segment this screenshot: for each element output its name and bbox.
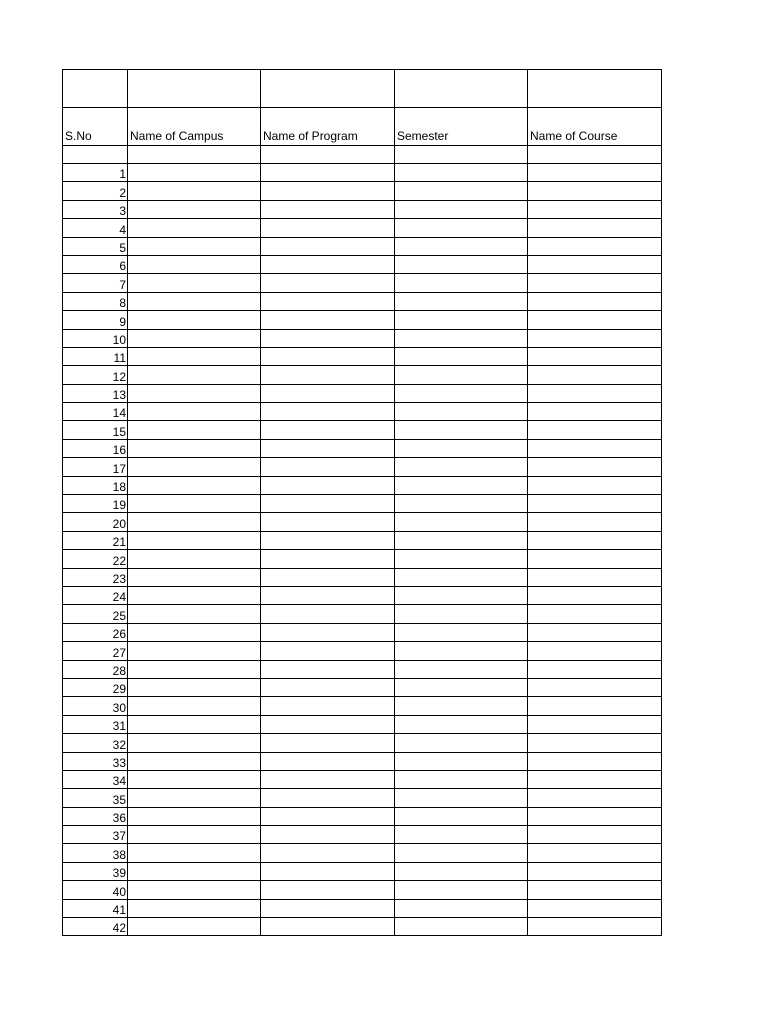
table-row: [63, 770, 662, 788]
table-row: [63, 329, 662, 347]
cell-program: [261, 495, 395, 513]
cell-sno: 30: [63, 697, 128, 715]
cell-campus: [128, 531, 261, 549]
cell-program: [261, 826, 395, 844]
cell-sno: 3: [63, 200, 128, 218]
table-row: [63, 476, 662, 494]
header-program: Name of Program: [261, 108, 395, 146]
cell-campus: [128, 219, 261, 237]
cell-sno: 34: [63, 770, 128, 788]
cell-sno: 21: [63, 531, 128, 549]
cell-sno: 25: [63, 605, 128, 623]
course-register-table: [62, 69, 662, 936]
table-row: [63, 752, 662, 770]
cell-semester: [395, 311, 528, 329]
cell-semester: [395, 182, 528, 200]
cell-semester: [395, 421, 528, 439]
cell-sno: 36: [63, 807, 128, 825]
cell-sno: 9: [63, 311, 128, 329]
cell-semester: [395, 403, 528, 421]
cell-campus: [128, 329, 261, 347]
cell-semester: [395, 734, 528, 752]
cell-semester: [395, 586, 528, 604]
top-cell-course: [528, 70, 662, 108]
table-row: [63, 200, 662, 218]
cell-semester: [395, 384, 528, 402]
cell-course: [528, 568, 662, 586]
table-row: [63, 678, 662, 696]
table-row: [63, 789, 662, 807]
cell-semester: [395, 237, 528, 255]
cell-program: [261, 329, 395, 347]
table-row: [63, 219, 662, 237]
cell-campus: [128, 255, 261, 273]
cell-course: [528, 678, 662, 696]
table-row: [63, 182, 662, 200]
table-row: [63, 513, 662, 531]
cell-sno: 38: [63, 844, 128, 862]
cell-semester: [395, 513, 528, 531]
table-row: [63, 439, 662, 457]
top-cell-semester: [395, 70, 528, 108]
cell-program: [261, 274, 395, 292]
cell-campus: [128, 476, 261, 494]
cell-sno: 10: [63, 329, 128, 347]
cell-course: [528, 200, 662, 218]
cell-campus: [128, 164, 261, 182]
cell-sno: 12: [63, 366, 128, 384]
cell-semester: [395, 826, 528, 844]
top-cell-campus: [128, 70, 261, 108]
cell-program: [261, 918, 395, 936]
cell-program: [261, 862, 395, 880]
table-row: [63, 458, 662, 476]
cell-program: [261, 734, 395, 752]
cell-semester: [395, 292, 528, 310]
cell-campus: [128, 623, 261, 641]
cell-program: [261, 678, 395, 696]
table-row: [63, 605, 662, 623]
cell-sno: 6: [63, 255, 128, 273]
cell-campus: [128, 697, 261, 715]
cell-sno: 24: [63, 586, 128, 604]
cell-course: [528, 862, 662, 880]
cell-semester: [395, 366, 528, 384]
cell-program: [261, 458, 395, 476]
cell-program: [261, 403, 395, 421]
cell-course: [528, 384, 662, 402]
table-row: [63, 586, 662, 604]
cell-course: [528, 311, 662, 329]
cell-sno: 16: [63, 439, 128, 457]
cell-campus: [128, 715, 261, 733]
cell-campus: [128, 678, 261, 696]
cell-semester: [395, 568, 528, 586]
cell-semester: [395, 495, 528, 513]
table-row: [63, 255, 662, 273]
cell-semester: [395, 715, 528, 733]
cell-program: [261, 807, 395, 825]
cell-semester: [395, 660, 528, 678]
cell-program: [261, 421, 395, 439]
cell-course: [528, 255, 662, 273]
cell-campus: [128, 586, 261, 604]
cell-program: [261, 476, 395, 494]
top-cell-sno: [63, 70, 128, 108]
cell-sno: 18: [63, 476, 128, 494]
spacer-cell: [528, 146, 662, 164]
table-row: [63, 660, 662, 678]
cell-semester: [395, 531, 528, 549]
cell-campus: [128, 366, 261, 384]
cell-campus: [128, 292, 261, 310]
cell-course: [528, 660, 662, 678]
cell-campus: [128, 421, 261, 439]
cell-sno: 39: [63, 862, 128, 880]
cell-semester: [395, 623, 528, 641]
cell-course: [528, 292, 662, 310]
cell-sno: 28: [63, 660, 128, 678]
cell-course: [528, 403, 662, 421]
table-row: [63, 844, 662, 862]
table-row: [63, 311, 662, 329]
table-row: [63, 715, 662, 733]
cell-program: [261, 605, 395, 623]
cell-sno: 27: [63, 642, 128, 660]
cell-sno: 40: [63, 881, 128, 899]
cell-program: [261, 200, 395, 218]
table-row: [63, 623, 662, 641]
cell-campus: [128, 550, 261, 568]
cell-course: [528, 347, 662, 365]
cell-sno: 35: [63, 789, 128, 807]
cell-course: [528, 807, 662, 825]
cell-program: [261, 237, 395, 255]
cell-program: [261, 311, 395, 329]
cell-program: [261, 715, 395, 733]
table-row: [63, 384, 662, 402]
cell-sno: 20: [63, 513, 128, 531]
cell-semester: [395, 219, 528, 237]
cell-course: [528, 770, 662, 788]
cell-campus: [128, 881, 261, 899]
cell-semester: [395, 881, 528, 899]
cell-sno: 42: [63, 918, 128, 936]
cell-campus: [128, 807, 261, 825]
cell-program: [261, 439, 395, 457]
cell-course: [528, 715, 662, 733]
cell-course: [528, 513, 662, 531]
cell-course: [528, 586, 662, 604]
cell-sno: 41: [63, 899, 128, 917]
cell-sno: 5: [63, 237, 128, 255]
cell-course: [528, 623, 662, 641]
cell-course: [528, 789, 662, 807]
cell-course: [528, 550, 662, 568]
spacer-cell: [395, 146, 528, 164]
cell-sno: 17: [63, 458, 128, 476]
cell-semester: [395, 899, 528, 917]
cell-campus: [128, 918, 261, 936]
top-cell-program: [261, 70, 395, 108]
cell-semester: [395, 642, 528, 660]
cell-program: [261, 770, 395, 788]
table-row: [63, 164, 662, 182]
cell-sno: 19: [63, 495, 128, 513]
cell-program: [261, 531, 395, 549]
cell-campus: [128, 826, 261, 844]
cell-semester: [395, 274, 528, 292]
cell-semester: [395, 697, 528, 715]
cell-program: [261, 752, 395, 770]
cell-course: [528, 642, 662, 660]
cell-campus: [128, 513, 261, 531]
cell-campus: [128, 734, 261, 752]
cell-semester: [395, 918, 528, 936]
cell-campus: [128, 789, 261, 807]
cell-course: [528, 605, 662, 623]
cell-sno: 15: [63, 421, 128, 439]
cell-course: [528, 881, 662, 899]
cell-program: [261, 899, 395, 917]
cell-sno: 29: [63, 678, 128, 696]
cell-semester: [395, 770, 528, 788]
cell-sno: 1: [63, 164, 128, 182]
cell-program: [261, 789, 395, 807]
cell-program: [261, 697, 395, 715]
cell-campus: [128, 605, 261, 623]
cell-program: [261, 366, 395, 384]
table-row: [63, 807, 662, 825]
table-row: [63, 274, 662, 292]
cell-course: [528, 495, 662, 513]
cell-course: [528, 329, 662, 347]
cell-course: [528, 531, 662, 549]
cell-campus: [128, 182, 261, 200]
top-empty-row: [63, 70, 662, 108]
cell-program: [261, 384, 395, 402]
cell-semester: [395, 329, 528, 347]
cell-program: [261, 623, 395, 641]
cell-program: [261, 844, 395, 862]
cell-campus: [128, 568, 261, 586]
cell-semester: [395, 844, 528, 862]
cell-campus: [128, 274, 261, 292]
cell-semester: [395, 200, 528, 218]
cell-course: [528, 182, 662, 200]
cell-sno: 13: [63, 384, 128, 402]
spacer-cell: [261, 146, 395, 164]
spacer-cell: [63, 146, 128, 164]
header-row: [63, 108, 662, 146]
cell-campus: [128, 642, 261, 660]
table-row: [63, 881, 662, 899]
table-row: [63, 734, 662, 752]
cell-sno: 2: [63, 182, 128, 200]
cell-campus: [128, 752, 261, 770]
cell-semester: [395, 605, 528, 623]
cell-semester: [395, 439, 528, 457]
cell-program: [261, 164, 395, 182]
table-row: [63, 421, 662, 439]
table-row: [63, 697, 662, 715]
cell-program: [261, 642, 395, 660]
cell-semester: [395, 458, 528, 476]
table-row: [63, 899, 662, 917]
cell-semester: [395, 807, 528, 825]
table-row: [63, 531, 662, 549]
cell-semester: [395, 678, 528, 696]
cell-course: [528, 697, 662, 715]
table-row: [63, 862, 662, 880]
header-campus: Name of Campus: [128, 108, 261, 146]
cell-program: [261, 568, 395, 586]
cell-sno: 22: [63, 550, 128, 568]
cell-campus: [128, 347, 261, 365]
cell-sno: 33: [63, 752, 128, 770]
cell-sno: 14: [63, 403, 128, 421]
cell-campus: [128, 384, 261, 402]
header-sno: S.No: [63, 108, 128, 146]
cell-sno: 26: [63, 623, 128, 641]
cell-sno: 11: [63, 347, 128, 365]
cell-program: [261, 219, 395, 237]
header-course: Name of Course: [528, 108, 662, 146]
cell-campus: [128, 844, 261, 862]
cell-campus: [128, 200, 261, 218]
table-row: [63, 826, 662, 844]
cell-program: [261, 292, 395, 310]
cell-course: [528, 421, 662, 439]
cell-sno: 37: [63, 826, 128, 844]
cell-course: [528, 219, 662, 237]
table-row: [63, 918, 662, 936]
table-body: [63, 70, 662, 936]
cell-program: [261, 513, 395, 531]
cell-course: [528, 439, 662, 457]
cell-course: [528, 237, 662, 255]
cell-program: [261, 347, 395, 365]
cell-course: [528, 164, 662, 182]
table-row: [63, 403, 662, 421]
cell-campus: [128, 660, 261, 678]
cell-program: [261, 586, 395, 604]
cell-semester: [395, 752, 528, 770]
cell-semester: [395, 862, 528, 880]
cell-semester: [395, 550, 528, 568]
cell-course: [528, 826, 662, 844]
cell-sno: 31: [63, 715, 128, 733]
cell-course: [528, 918, 662, 936]
table-row: [63, 347, 662, 365]
cell-campus: [128, 237, 261, 255]
cell-sno: 8: [63, 292, 128, 310]
cell-semester: [395, 476, 528, 494]
cell-program: [261, 660, 395, 678]
cell-semester: [395, 347, 528, 365]
cell-campus: [128, 899, 261, 917]
cell-sno: 23: [63, 568, 128, 586]
cell-campus: [128, 770, 261, 788]
cell-course: [528, 734, 662, 752]
cell-campus: [128, 439, 261, 457]
spacer-row: [63, 146, 662, 164]
table-row: [63, 642, 662, 660]
cell-sno: 7: [63, 274, 128, 292]
cell-semester: [395, 164, 528, 182]
cell-campus: [128, 862, 261, 880]
spacer-cell: [128, 146, 261, 164]
cell-program: [261, 550, 395, 568]
cell-course: [528, 458, 662, 476]
cell-campus: [128, 495, 261, 513]
table-row: [63, 568, 662, 586]
cell-campus: [128, 458, 261, 476]
cell-course: [528, 366, 662, 384]
table-row: [63, 495, 662, 513]
cell-semester: [395, 255, 528, 273]
cell-course: [528, 752, 662, 770]
cell-course: [528, 899, 662, 917]
table-row: [63, 292, 662, 310]
cell-campus: [128, 311, 261, 329]
cell-semester: [395, 789, 528, 807]
cell-sno: 4: [63, 219, 128, 237]
cell-program: [261, 881, 395, 899]
cell-program: [261, 255, 395, 273]
cell-course: [528, 844, 662, 862]
header-semester: Semester: [395, 108, 528, 146]
cell-sno: 32: [63, 734, 128, 752]
table-row: [63, 366, 662, 384]
cell-program: [261, 182, 395, 200]
table-row: [63, 237, 662, 255]
table-row: [63, 550, 662, 568]
cell-campus: [128, 403, 261, 421]
cell-course: [528, 476, 662, 494]
cell-course: [528, 274, 662, 292]
